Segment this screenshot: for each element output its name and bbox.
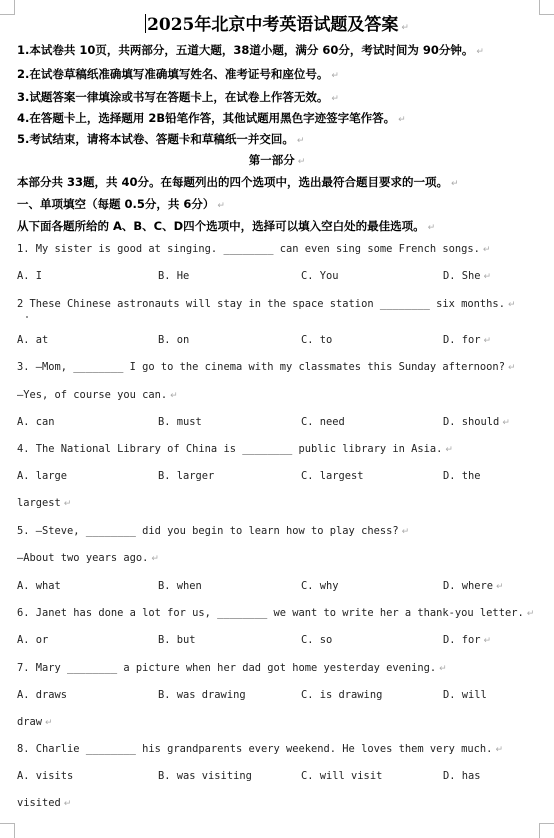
question-5-reply: —About two years ago. ↵ bbox=[17, 552, 159, 564]
question-8-stem: 8. Charlie ________ his grandparents every weekend. He loves them very much. ↵ bbox=[17, 743, 503, 755]
option-d: D. She ↵ bbox=[443, 270, 492, 282]
margin-corner-mark bbox=[0, 823, 15, 838]
instruction-3: 3.试题答案一律填涂或书写在答题卡上，在试卷上作答无效。 ↵ bbox=[17, 90, 339, 104]
instruction-1: 1.本试卷共 10页，共两部分，五道大题，38道小题，满分 60分，考试时间为 90分钟。 ↵ bbox=[17, 43, 484, 57]
option-d: D. where ↵ bbox=[443, 580, 504, 592]
option-b: B. but bbox=[158, 634, 196, 646]
text-cursor bbox=[145, 14, 146, 33]
document-title[interactable]: 2025年北京中考英语试题及答案 ↵ bbox=[147, 15, 409, 35]
option-d: D. will bbox=[443, 689, 487, 701]
instruction-4: 4.在答题卡上，选择题用 2B铅笔作答，其他试题用黑色字迹签字笔作答。 ↵ bbox=[17, 111, 406, 125]
part-title: 第一部分 ↵ bbox=[248, 153, 306, 167]
question-4-option-d-continued: largest ↵ bbox=[17, 497, 72, 509]
option-a: A. draws bbox=[17, 689, 68, 701]
option-a: A. at bbox=[17, 334, 49, 346]
option-a: A. visits bbox=[17, 770, 74, 782]
option-c: C. You bbox=[301, 270, 339, 282]
option-b: B. He bbox=[158, 270, 190, 282]
question-6-stem: 6. Janet has done a lot for us, ________ we want to write her a thank-you letter. ↵ bbox=[17, 607, 535, 619]
option-d: D. should ↵ bbox=[443, 416, 510, 428]
option-c: C. is drawing bbox=[301, 689, 383, 701]
option-a: A. I bbox=[17, 270, 43, 282]
question-4-stem: 4. The National Library of China is ________ public library in Asia. ↵ bbox=[17, 443, 453, 455]
section-description: 从下面各题所给的 A、B、C、D四个选项中，选择可以填入空白处的最佳选项。 ↵ bbox=[17, 219, 436, 233]
question-7-stem: 7. Mary ________ a picture when her dad got home yesterday evening. ↵ bbox=[17, 662, 447, 674]
option-a: A. what bbox=[17, 580, 61, 592]
option-c: C. largest bbox=[301, 470, 364, 482]
question-2-stem: 2 These Chinese astronauts will stay in the space station ________ six months. ↵ bbox=[17, 298, 516, 310]
option-a: A. or bbox=[17, 634, 49, 646]
stray-dot bbox=[26, 316, 28, 318]
option-b: B. was visiting bbox=[158, 770, 252, 782]
option-d: D. has bbox=[443, 770, 481, 782]
option-b: B. larger bbox=[158, 470, 215, 482]
option-c: C. to bbox=[301, 334, 333, 346]
question-7-option-d-continued: draw ↵ bbox=[17, 716, 53, 728]
question-8-option-d-continued: visited ↵ bbox=[17, 797, 72, 809]
option-b: B. was drawing bbox=[158, 689, 246, 701]
question-3-stem: 3. —Mom, ________ I go to the cinema with my classmates this Sunday afternoon? ↵ bbox=[17, 361, 516, 373]
option-b: B. when bbox=[158, 580, 202, 592]
option-c: C. so bbox=[301, 634, 333, 646]
option-a: A. large bbox=[17, 470, 68, 482]
option-c: C. will visit bbox=[301, 770, 383, 782]
question-3-reply: —Yes, of course you can. ↵ bbox=[17, 389, 178, 401]
option-c: C. why bbox=[301, 580, 339, 592]
section-title: 一、单项填空（每题 0.5分，共 6分） ↵ bbox=[17, 197, 225, 211]
question-5-stem: 5. —Steve, ________ did you begin to learn how to play chess? ↵ bbox=[17, 525, 410, 537]
option-b: B. on bbox=[158, 334, 190, 346]
option-d: D. for ↵ bbox=[443, 334, 492, 346]
option-d: D. for ↵ bbox=[443, 634, 492, 646]
instruction-5: 5.考试结束，请将本试卷、答题卡和草稿纸一并交回。 ↵ bbox=[17, 132, 305, 146]
option-b: B. must bbox=[158, 416, 202, 428]
instruction-2: 2.在试卷草稿纸准确填写准确填写姓名、准考证号和座位号。 ↵ bbox=[17, 67, 339, 81]
margin-corner-mark bbox=[539, 823, 554, 838]
option-c: C. need bbox=[301, 416, 345, 428]
option-a: A. can bbox=[17, 416, 55, 428]
question-1-stem: 1. My sister is good at singing. ________ can even sing some French songs. ↵ bbox=[17, 243, 491, 255]
option-d: D. the bbox=[443, 470, 481, 482]
part-description: 本部分共 33题，共 40分。在每题列出的四个选项中，选出最符合题目要求的一项。 ↵ bbox=[17, 175, 459, 189]
